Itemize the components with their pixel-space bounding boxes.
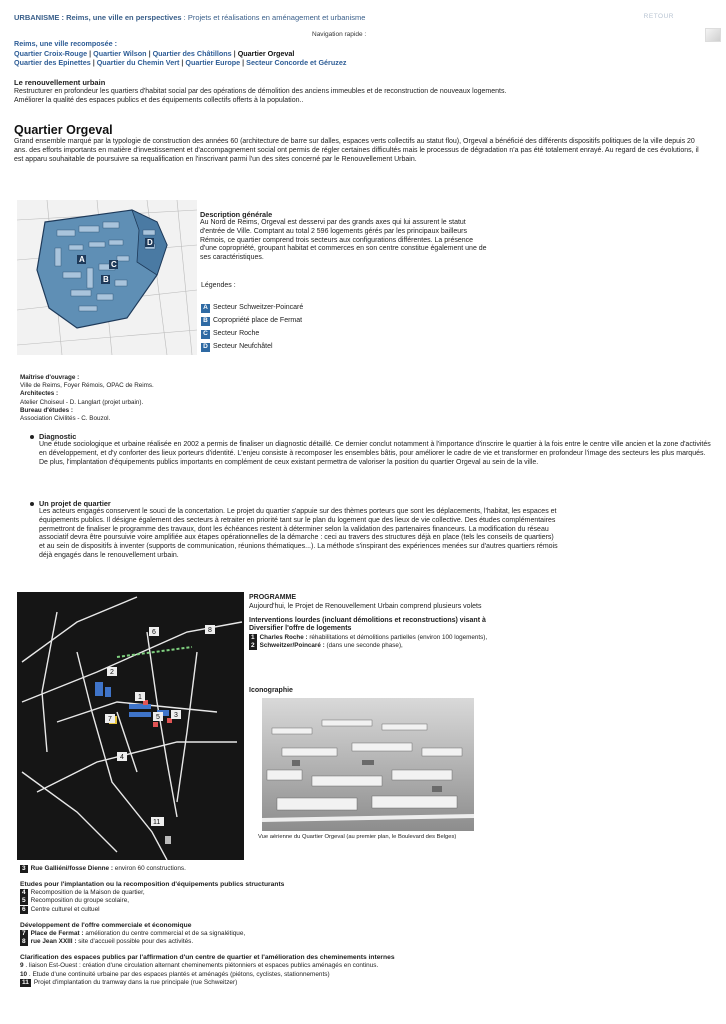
- legend-item-b: B Copropriété place de Fermat: [201, 315, 303, 328]
- programme-map: [17, 592, 244, 860]
- equipements-title: Etudes pour l'implantation ou la recomposition d'équipements publics structurants: [20, 880, 285, 888]
- legend-item-d: D Secteur Neufchâtel: [201, 341, 303, 354]
- list-item: 9 . liaison Est-Ouest : création d'une circulation alternant cheminements piétonniers et espaces publics aménagés en continus.: [20, 961, 379, 969]
- nav-link-orgeval[interactable]: Quartier Orgeval: [237, 48, 295, 58]
- projet-text: Les acteurs engagés conservent le souci de la concertation. Le projet du quartier s'appuie sur des thèmes porteurs que sont les déplacements, l'habitat, les espaces et équipements publics. Il désigne également des secteurs à retraiter en priorité tant sur le plan du logement que des lieux de vie collective. Des études complémentaires permettront de finaliser le programme des travaux, dont les échéances restent à déterminer selon la validation des partenaires financeurs. La modification du réseau associatif devra être poursuivie voire amplifiée aux étapes opérationnelles de la démarche : ceci au travers des structures déjà en place (tels les conseils de quartiers) et au sein de dispositifs à inventer (supports de communication, réunions thématiques...). La méthode s'inspirant des expériences menées sur d'autres quartiers rémois déjà engagés dans le renouvellement urbain.: [39, 508, 558, 559]
- breadcrumb-suffix: : Projets et réalisations en aménagement et urbanisme: [183, 13, 366, 22]
- map-label-d: D: [147, 238, 153, 247]
- map-number-2: 2: [110, 669, 114, 676]
- map-number-8: 8: [208, 627, 212, 634]
- nav-link-epinettes[interactable]: Quartier des Epinettes: [14, 58, 91, 68]
- renouvellement-text-2: Améliorer la qualité des espaces publics et des équipements collectifs offerts à la population..: [14, 97, 304, 105]
- aerial-photo: [262, 698, 474, 831]
- legend-item-c: C Secteur Roche: [201, 328, 303, 341]
- espaces-title: Clarification des espaces publics par l'affirmation d'un centre de quartier et l'amélioration des cheminements internes: [20, 953, 395, 961]
- tram-icon: [165, 836, 171, 844]
- map-label-b: B: [103, 275, 109, 284]
- projet-section: [30, 499, 560, 561]
- legendes-title: Légendes :: [201, 282, 236, 289]
- projet-title: Un projet de quartier: [39, 499, 111, 508]
- list-item: 3 Rue Galliéni/fosse Dienne : environ 60 constructions.: [22, 865, 186, 872]
- nav-link-concorde[interactable]: Secteur Concorde et Géruzez: [246, 58, 347, 68]
- programme-item: 1 Charles Roche : réhabilitations et démolitions partielles (environ 100 logements),: [251, 634, 488, 641]
- nav-heading: Reims, une ville recomposée :: [14, 39, 118, 48]
- map-number-11: 11: [153, 819, 161, 826]
- renouvellement-text-1: Restructurer en profondeur les quartiers d'habitat social par des opérations de démolition des anciens immeubles et de reconstruction de nouveaux logements.: [14, 88, 507, 96]
- nav-link-chatillons[interactable]: Quartier des Châtillons: [152, 48, 232, 58]
- list-item: 4 Recomposition de la Maison de quartier,: [22, 888, 145, 896]
- breadcrumb-section: URBANISME :: [14, 13, 64, 22]
- maitrise-label: Maîtrise d'ouvrage :: [20, 374, 80, 381]
- scroll-top-icon[interactable]: [705, 28, 721, 42]
- interventions-title: Interventions lourdes (incluant démolitions et reconstructions) visant à Diversifier l'offre de logements: [249, 616, 486, 633]
- map-number-6: 6: [152, 629, 156, 636]
- legend-list: [201, 302, 303, 354]
- programme-block: [249, 594, 499, 650]
- bureau-value: Association Civilités - C. Bouzol.: [20, 414, 111, 422]
- renouvellement-section: [14, 78, 704, 106]
- programme-text: Aujourd'hui, le Projet de Renouvellement Urbain comprend plusieurs volets: [249, 602, 482, 610]
- programme-item: 2 Schweitzer/Poincaré : (dans une seconde phase),: [251, 642, 403, 649]
- renouvellement-title: Le renouvellement urbain: [14, 78, 106, 87]
- bureau-label: Bureau d'études :: [20, 406, 73, 414]
- page-title: Quartier Orgeval: [14, 123, 113, 137]
- orgeval-sector-map: [17, 200, 197, 355]
- bullet-icon: [30, 502, 34, 506]
- intro-text: Grand ensemble marqué par la typologie de construction des années 60 (architecture de barre sur dalles, espaces verts collectifs au statut flou), Orgeval a bénéficié des différents dispositifs politiques de la ville depuis 20 ans. des efforts importants en matière d'investissement et d'accompagnement social ont permis de régler certaines difficultés mais le processus de dégradation n'a pas été totalement enrayé. Au regard de ces évolutions, il est apparu souhaitable de poursuivre sa requalification en l'inscrivant parmi l'un des sites concerné par le Renouvellement Urbain.: [14, 138, 699, 163]
- map-number-4: 4: [120, 754, 124, 761]
- architectes-label: Architectes :: [20, 390, 59, 398]
- breadcrumb-link[interactable]: Reims, une ville en perspectives: [66, 13, 182, 22]
- breadcrumb: [14, 13, 365, 22]
- map-number-5: 5: [156, 714, 160, 721]
- map-number-3: 3: [174, 712, 178, 719]
- list-item: 7 Place de Fermat : amélioration du centre commercial et de sa signalétique,: [22, 929, 246, 937]
- maitrise-value: Ville de Reims, Foyer Rémois, OPAC de Reims.: [20, 382, 154, 390]
- nav-link-wilson[interactable]: Quartier Wilson: [93, 48, 147, 58]
- list-item: 10 . Etude d'une continuité urbaine par des espaces plantés et aménagés (piétons, cyclistes, stationnements): [20, 970, 330, 978]
- programme-lists: [20, 865, 710, 994]
- description-title: Description générale: [200, 210, 273, 219]
- credits-block: [20, 374, 154, 423]
- map-label-a: A: [79, 255, 85, 264]
- description-text: Au Nord de Reims, Orgeval est desservi par des grands axes qui lui assurent le statut d'entrée de Ville. Comptant au total 2 596 logements gérés par les principaux bailleurs Rémois, ce quartier comprend trois secteurs aux configurations différentes. La présence d'une copropriété, groupant habitat et commerces en son centre constitue également une de ses caractéristiques.: [200, 219, 487, 262]
- nav-rapide-label: Navigation rapide :: [312, 31, 367, 38]
- nav-link-croix-rouge[interactable]: Quartier Croix-Rouge: [14, 48, 88, 58]
- map-number-7: 7: [108, 716, 112, 723]
- bullet-icon: [30, 435, 34, 439]
- architectes-value: Atelier Choiseul - D. Langlart (projet urbain).: [20, 398, 144, 406]
- list-item: 5 Recomposition du groupe scolaire,: [22, 897, 130, 905]
- photo-caption: Vue aérienne du Quartier Orgeval (au premier plan, le Boulevard des Belges): [258, 834, 457, 840]
- nav-link-europe[interactable]: Quartier Europe: [185, 58, 241, 68]
- description-block: [200, 210, 490, 263]
- programme-title: PROGRAMME: [249, 594, 297, 601]
- iconographie-title: Iconographie: [249, 687, 293, 694]
- commerce-title: Développement de l'offre commerciale et économique: [20, 921, 192, 929]
- legend-item-a: A Secteur Schweitzer-Poincaré: [201, 302, 303, 315]
- map-label-c: C: [111, 260, 117, 269]
- diagnostic-section: [30, 432, 712, 467]
- list-item: 6 Centre culturel et cultuel: [22, 905, 100, 913]
- nav-link-chemin-vert[interactable]: Quartier du Chemin Vert: [96, 58, 180, 68]
- list-item: 8 rue Jean XXIII : site d'accueil possible pour des activités.: [22, 938, 194, 946]
- diagnostic-text: Une étude sociologique et urbaine réalisée en 2002 a permis de finaliser un diagnostic détaillé. Ce dernier conclut notamment à l'importance d'inscrire le quartier à la fois entre le centre ville ancien et la zone d'activités en développement, et d'y conforter des lieux porteurs d'identité. L'enjeu consiste à recomposer les ensembles bâtis, pour améliorer le cadre de vie et transformer en profondeur l'image des secteurs les plus marqués. De plus, l'implantation d'équipements publics importants en complément de ceux existant permettra de valoriser la position du quartier Orgeval au sein de la ville.: [39, 441, 711, 466]
- map-number-1: 1: [138, 694, 142, 701]
- diagnostic-title: Diagnostic: [39, 432, 77, 441]
- quick-navigation: Reims, une ville recomposée : Quartier Croix-Rouge | Quartier Wilson | Quartier des Châtillons | Quartier Orgeval Quartier des Epinettes | Quartier du Chemin Vert | Quartier Europe | Secteur Concorde et Géruzez: [14, 39, 534, 68]
- top-bar: [14, 13, 714, 25]
- list-item: 11 Projet d'implantation du tramway dans la rue principale (rue Schweitzer): [22, 979, 238, 987]
- retour-link[interactable]: RETOUR: [643, 13, 674, 20]
